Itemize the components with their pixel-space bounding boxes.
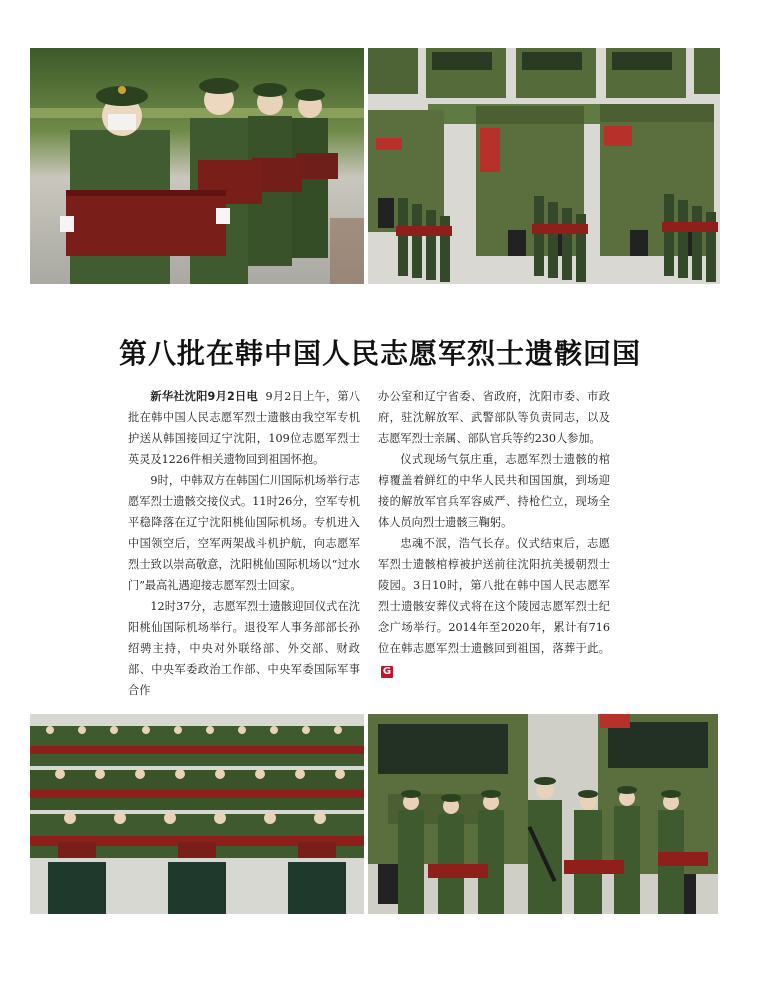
photo-military-trucks-formation — [368, 48, 720, 284]
paragraph-4: 仪式现场气氛庄重，志愿军烈士遗骸的棺椁覆盖着鲜红的中华人民共和国国旗，到场迎接的解放军官兵军容威严、持枪伫立，现场全体人员向烈士遗骸三鞠躬。 — [378, 453, 610, 529]
paragraph-2: 9时，中韩双方在韩国仁川国际机场举行志愿军烈士遗骸交接仪式。11时26分，空军专机平稳降落在辽宁沈阳桃仙国际机场。专机进入中国领空后，空军两架战斗机护航，向志愿军烈士致以崇高敬意，沈阳桃仙国际机场以“过水门”最高礼遇迎接志愿军烈士回家。 — [128, 474, 360, 592]
article-column-right — [378, 386, 610, 680]
article-column-left — [128, 386, 360, 701]
paragraph-3: 12时37分，志愿军烈士遗骸迎回仪式在沈阳桃仙国际机场举行。退役军人事务部部长孙绍骋主持，中央对外联络部、外交部、财政部、中央军委政治工作部、中央军委国际军事合作 — [128, 600, 360, 697]
dateline: 新华社沈阳9月2日电 — [150, 390, 258, 403]
article-headline: 第八批在韩中国人民志愿军烈士遗骸回国 — [118, 337, 641, 370]
end-mark-icon: G — [382, 666, 392, 677]
paragraph-1-text: 9月2日上午，第八批在韩中国人民志愿军烈士遗骸由我空军专机护送从韩国接回辽宁沈阳，109位志愿军烈士英灵及1226件相关遗物回到祖国怀抱。 — [128, 390, 360, 466]
photo-soldiers-carrying-caskets — [30, 48, 364, 284]
paragraph-3-continued: 办公室和辽宁省委、省政府，沈阳市委、市政府，驻沈解放军、武警部队等负责同志，以及志愿军烈士亲属、部队官兵等约230人参加。 — [378, 390, 610, 445]
photo-soldiers-beside-trucks — [368, 714, 718, 914]
paragraph-5-text: 忠魂不泯，浩气长存。仪式结束后，志愿军烈士遗骸棺椁被护送前往沈阳抗美援朝烈士陵园。3日10时，第八批在韩中国人民志愿军烈士遗骸安葬仪式将在这个陵园志愿军烈士纪念广场举行。2014年至2020年，累计有716位在韩志愿军烈士遗骸回到祖国，落葬于此。 — [378, 537, 610, 655]
paragraph-1 — [128, 386, 360, 470]
photo-soldiers-rows-caskets — [30, 714, 364, 914]
paragraph-5 — [378, 533, 610, 680]
